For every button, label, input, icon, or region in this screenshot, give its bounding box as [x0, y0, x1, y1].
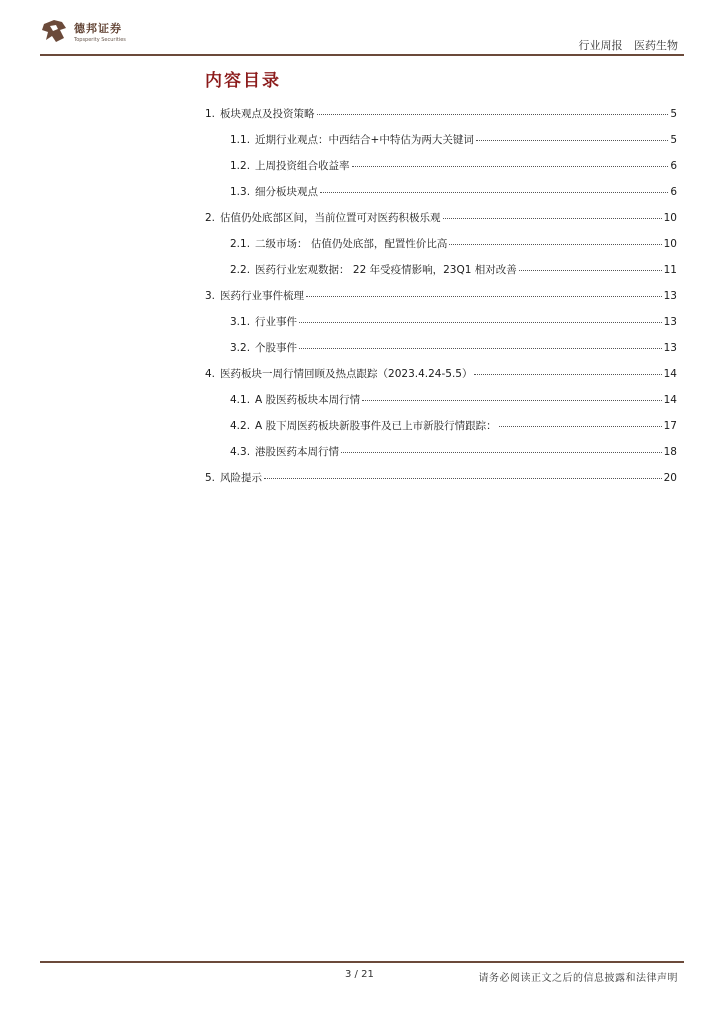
toc-entry-page: 18	[663, 446, 677, 458]
toc-entry[interactable]	[205, 262, 677, 288]
toc-entry-page: 13	[663, 290, 677, 302]
footer-divider	[40, 961, 684, 963]
toc-title: 内容目录	[205, 71, 281, 91]
toc-entry-page: 14	[663, 368, 677, 380]
toc-entry-number: 3.	[205, 290, 216, 302]
toc-entry[interactable]	[205, 132, 677, 158]
report-category	[571, 37, 679, 53]
toc-entry-number: 1.2.	[230, 160, 251, 172]
report-sector-label: 医药生物	[634, 39, 678, 52]
toc-entry[interactable]	[205, 158, 677, 184]
toc-entry-title: 估值仍处底部区间，当前位置可对医药积极乐观	[220, 212, 441, 224]
toc-entry-page: 17	[663, 420, 677, 432]
table-of-contents	[205, 106, 677, 496]
toc-entry-page: 5	[670, 108, 677, 120]
toc-entry-title: A 股医药板块本周行情	[255, 394, 361, 406]
toc-entry[interactable]	[205, 444, 677, 470]
toc-entry-title: 医药行业宏观数据： 22 年受疫情影响，23Q1 相对改善	[255, 264, 517, 276]
toc-entry-number: 4.	[205, 368, 216, 380]
disclaimer-text: 请务必阅读正文之后的信息披露和法律声明	[478, 973, 678, 984]
toc-entry-number: 4.2.	[230, 420, 251, 432]
toc-entry[interactable]	[205, 340, 677, 366]
toc-entry-title: A 股下周医药板块新股事件及已上市新股行情跟踪：	[255, 420, 497, 432]
toc-entry-title: 行业事件	[255, 316, 298, 328]
toc-leader-dots	[449, 236, 661, 245]
toc-entry-number: 3.1.	[230, 316, 251, 328]
toc-entry[interactable]	[205, 184, 677, 210]
toc-entry-number: 2.2.	[230, 264, 251, 276]
toc-entry-page: 13	[663, 316, 677, 328]
toc-leader-dots	[443, 210, 662, 219]
toc-entry-number: 1.1.	[230, 134, 251, 146]
toc-entry-page: 5	[670, 134, 677, 146]
logo-english-name: Topsperity Securities	[74, 36, 126, 43]
toc-entry[interactable]	[205, 418, 677, 444]
toc-leader-dots	[317, 106, 669, 115]
toc-entry-page: 14	[663, 394, 677, 406]
toc-entry[interactable]	[205, 210, 677, 236]
toc-entry-number: 4.1.	[230, 394, 251, 406]
toc-entry-title: 上周投资组合收益率	[255, 160, 350, 172]
toc-entry-number: 1.	[205, 108, 216, 120]
toc-entry-page: 10	[663, 212, 677, 224]
toc-entry-page: 13	[663, 342, 677, 354]
toc-entry[interactable]	[205, 236, 677, 262]
page-header	[0, 0, 724, 60]
toc-entry-page: 6	[670, 186, 677, 198]
toc-leader-dots	[320, 184, 668, 193]
header-divider	[40, 54, 684, 56]
toc-entry-title: 细分板块观点	[255, 186, 319, 198]
toc-leader-dots	[341, 444, 662, 453]
toc-leader-dots	[299, 314, 662, 323]
toc-entry-page: 20	[663, 472, 677, 484]
toc-entry[interactable]	[205, 366, 677, 392]
toc-entry[interactable]	[205, 392, 677, 418]
toc-entry-title: 风险提示	[220, 472, 263, 484]
toc-entry[interactable]	[205, 288, 677, 314]
toc-entry-page: 11	[663, 264, 677, 276]
toc-leader-dots	[476, 132, 668, 141]
toc-entry-page: 6	[670, 160, 677, 172]
page-number: 3 / 21	[345, 969, 374, 980]
toc-entry-number: 4.3.	[230, 446, 251, 458]
toc-entry-title: 医药行业事件梳理	[220, 290, 305, 302]
toc-entry-number: 3.2.	[230, 342, 251, 354]
toc-leader-dots	[519, 262, 662, 271]
toc-leader-dots	[299, 340, 662, 349]
toc-leader-dots	[264, 470, 662, 479]
toc-leader-dots	[362, 392, 662, 401]
toc-entry-title: 个股事件	[255, 342, 298, 354]
report-type-label: 行业周报	[578, 39, 623, 52]
toc-entry-number: 2.1.	[230, 238, 251, 250]
toc-entry-title: 近期行业观点：中西结合+中特估为两大关键词	[255, 134, 474, 146]
toc-entry[interactable]	[205, 106, 677, 132]
logo-chinese-name: 德邦证券	[74, 21, 122, 35]
toc-leader-dots	[306, 288, 662, 297]
toc-entry-title: 医药板块一周行情回顾及热点跟踪（2023.4.24-5.5）	[220, 368, 473, 380]
toc-entry-number: 2.	[205, 212, 216, 224]
toc-entry-page: 10	[663, 238, 677, 250]
toc-entry-number: 5.	[205, 472, 216, 484]
toc-entry-title: 板块观点及投资策略	[220, 108, 315, 120]
company-logo	[40, 16, 126, 46]
toc-leader-dots	[474, 366, 661, 375]
toc-leader-dots	[499, 418, 662, 427]
toc-leader-dots	[352, 158, 669, 167]
toc-entry[interactable]	[205, 314, 677, 340]
logo-mark-icon	[40, 16, 68, 46]
toc-entry[interactable]	[205, 470, 677, 496]
toc-entry-title: 二级市场： 估值仍处底部，配置性价比高	[255, 238, 448, 250]
toc-entry-title: 港股医药本周行情	[255, 446, 340, 458]
toc-entry-number: 1.3.	[230, 186, 251, 198]
